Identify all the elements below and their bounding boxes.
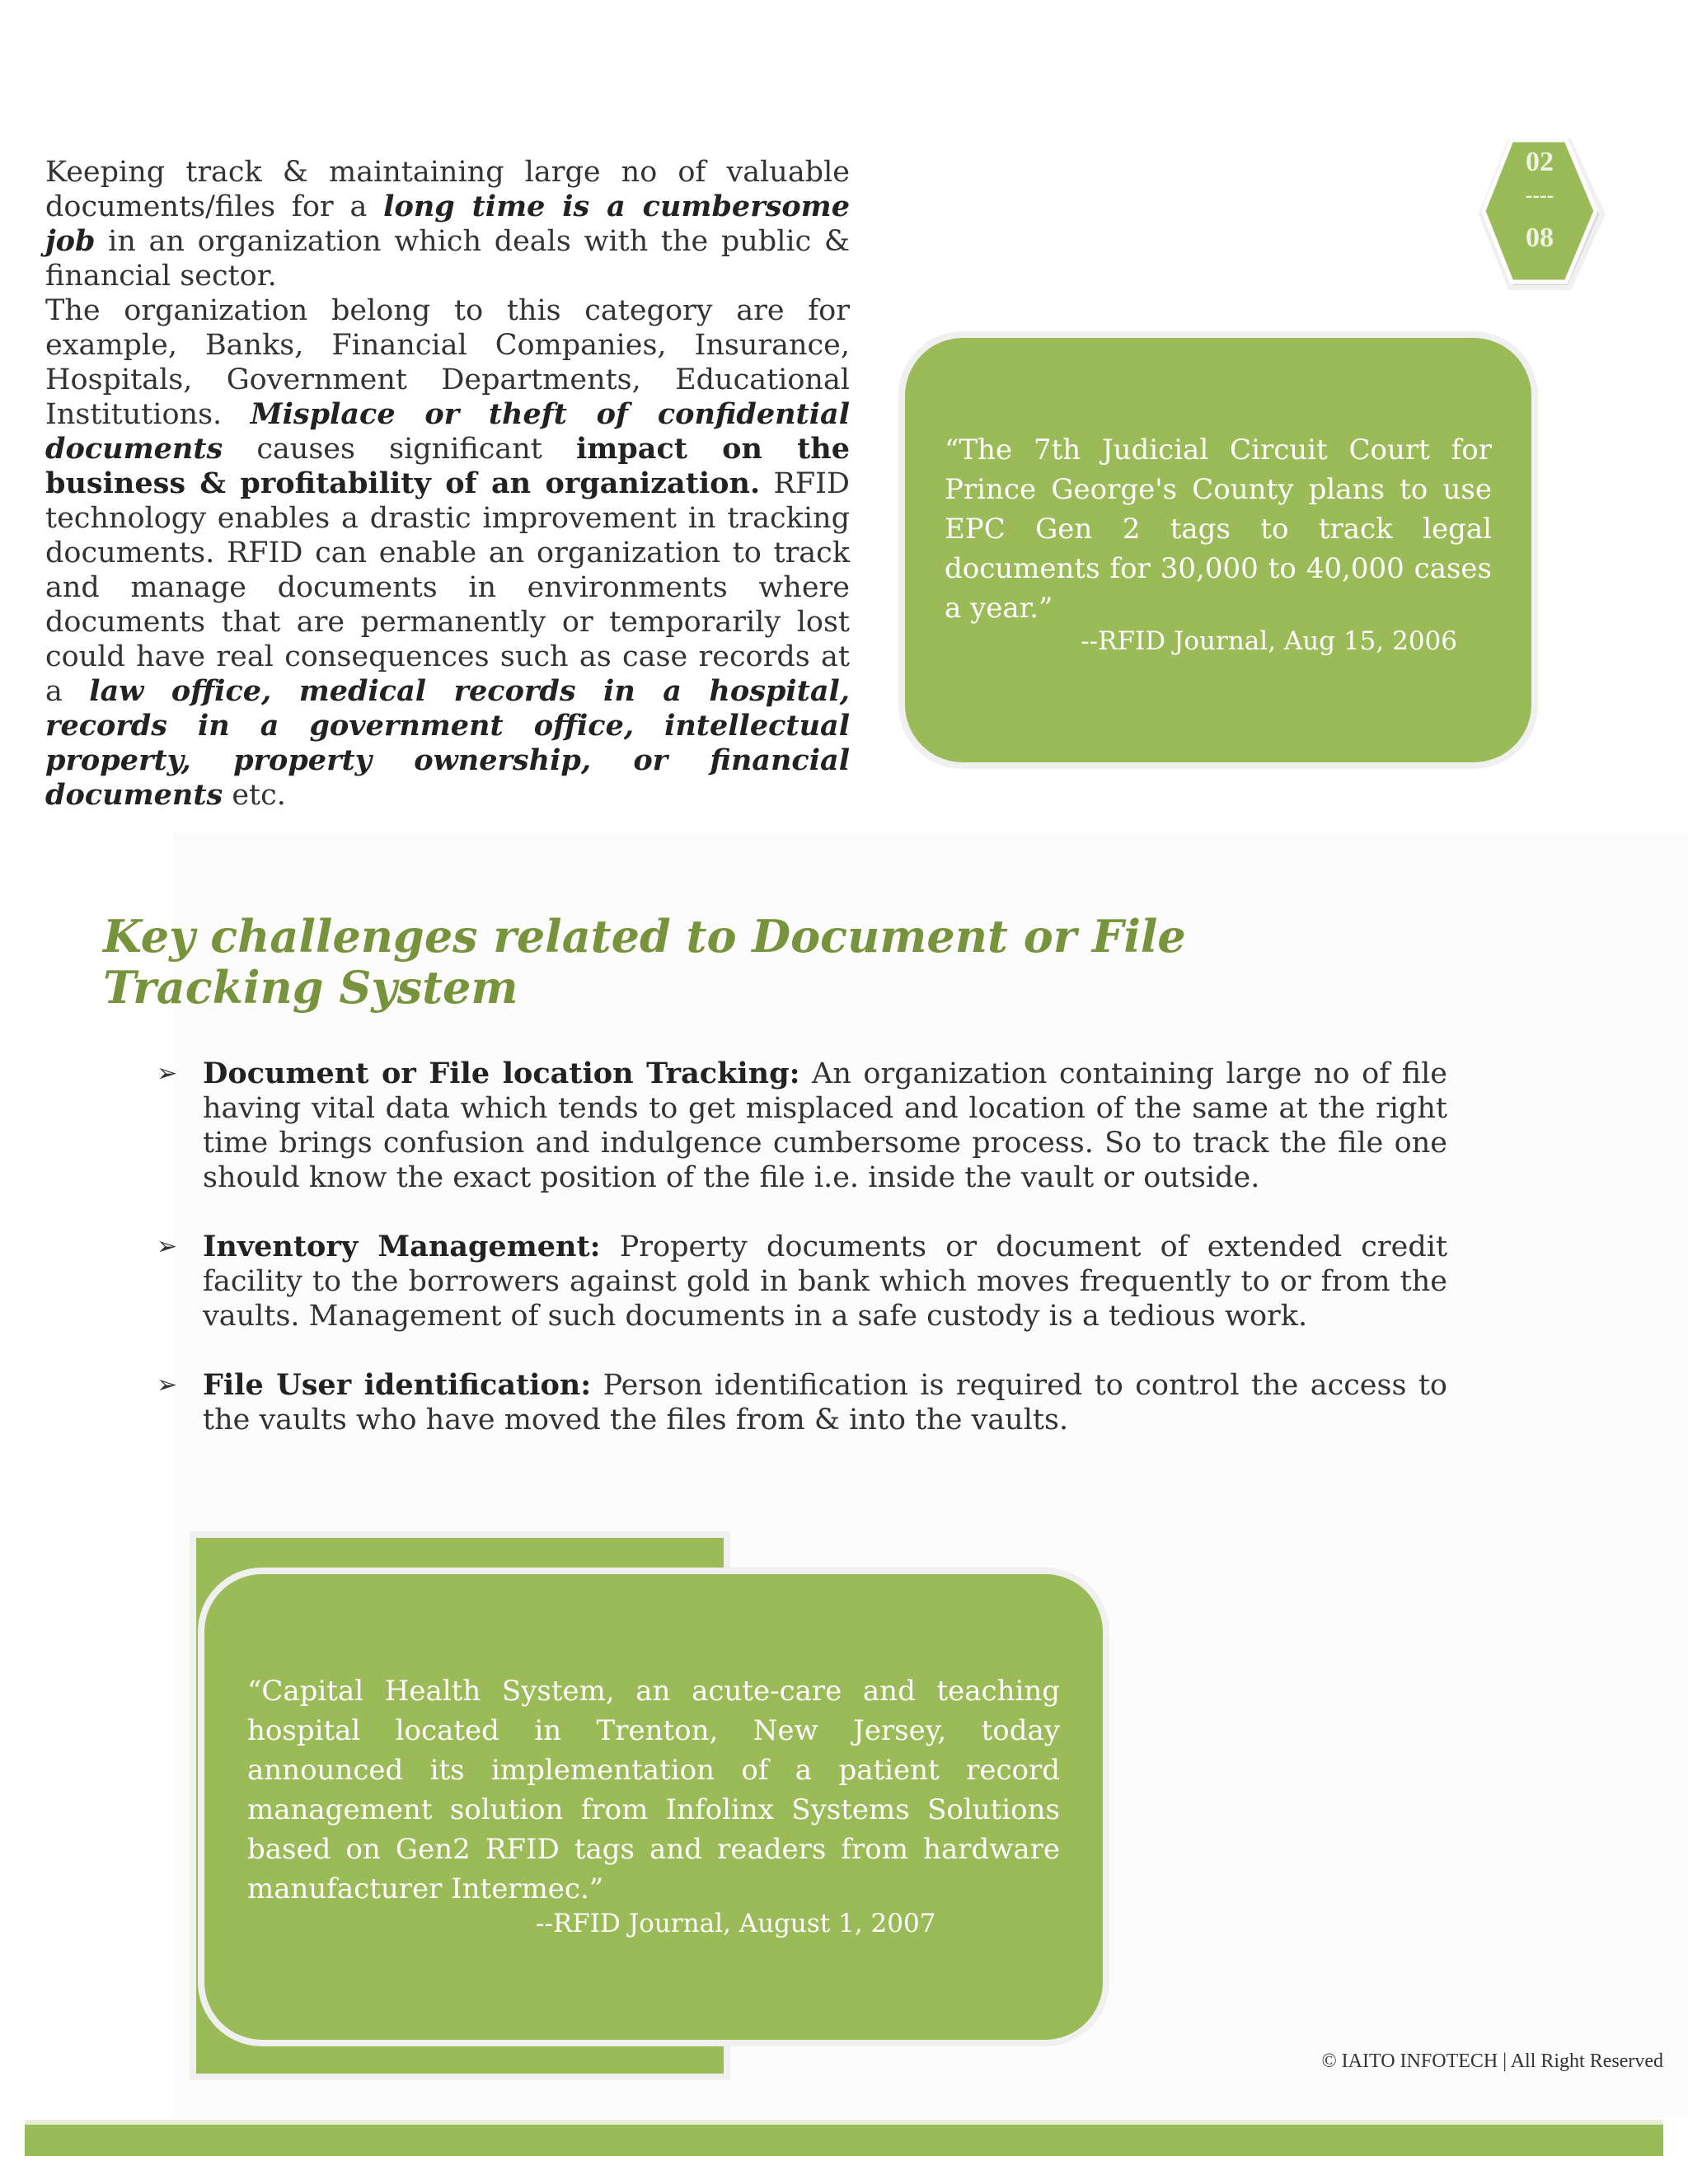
challenge-item-location-tracking [157, 1057, 1447, 1195]
intro-emphasis-impact: impact on the business & profitability of an organization. [45, 432, 850, 500]
intro-emphasis-misplace: Misplace or theft of confidential documents [45, 397, 850, 466]
intro-text [45, 155, 850, 813]
challenges-list [157, 1057, 1447, 1472]
page-number-badge [1475, 132, 1615, 297]
quote-box-court [905, 338, 1531, 762]
page-current: 02 [1526, 147, 1554, 177]
copyright-notice: © IAITO INFOTECH | All Right Reserved [1321, 2050, 1663, 2072]
arrow-bullet-icon: ➢ [157, 1371, 178, 1399]
challenge-label: Inventory Management: [203, 1230, 601, 1263]
footer-bar [25, 2120, 1663, 2156]
intro-paragraph-2: The organization belong to this category are for example, Banks, Financial Companies, Insurance, Hospitals, Government Departments, Educational Institutions. Misplace or theft of confidential documents causes significant impact on the business & profitability of an organization. RFID technology enables a drastic improvement in tracking documents. RFID can enable an organization to track and manage documents in environments where documents that are permanently or temporarily lost could have real consequences such as case records at a law office, medical records in a hospital, records in a government office, intellectual property, property ownership, or financial documents etc. [45, 294, 850, 812]
quote-box-hospital [204, 1574, 1103, 2040]
quote-hospital-citation: --RFID Journal, August 1, 2007 [536, 1909, 936, 1938]
intro-paragraph-1: Keeping track & maintaining large no of valuable documents/files for a long time is a cumbersome job in an organization which deals with the public & financial sector. [45, 156, 850, 293]
challenge-text: Property documents or document of extended credit facility to the borrowers against gold in bank which moves frequently to or from the vaults. Management of such documents in a safe custody is a tedious work. [203, 1230, 1448, 1333]
challenge-label: Document or File location Tracking: [203, 1057, 800, 1090]
quote-court-citation: --RFID Journal, Aug 15, 2006 [1081, 626, 1457, 656]
challenge-text: An organization containing large no of file having vital data which tends to get misplaced and location of the same at the right time brings confusion and indulgence cumbersome process. So to track the file one should know the exact position of the file i.e. inside the vault or outside. [203, 1057, 1447, 1194]
challenge-label: File User identification: [203, 1368, 592, 1402]
challenge-item-user-identification [157, 1368, 1447, 1437]
intro-emphasis-cumbersome: long time is a cumbersome job [45, 190, 850, 258]
quote-court-text: “The 7th Judicial Circuit Court for Prince George's County plans to use EPC Gen 2 tags to track legal documents for 30,000 to 40,000 cases a year.” [945, 434, 1492, 625]
section-title: Key challenges related to Document or File Tracking System [103, 910, 1186, 1014]
arrow-bullet-icon: ➢ [157, 1232, 178, 1261]
quote-hospital-text: “Capital Health System, an acute-care and teaching hospital located in Trenton, New Jersey, today announced its implementation of a patient record management solution from Infolinx Systems Solutions based on Gen2 RFID tags and readers from hardware manufacturer Intermec.” [247, 1675, 1060, 1905]
challenge-text: Person identification is required to control the access to the vaults who have moved the files from & into the vaults. [203, 1369, 1447, 1436]
page-separator: ---- [1525, 183, 1554, 207]
page-total: 08 [1526, 223, 1554, 253]
arrow-bullet-icon: ➢ [157, 1059, 178, 1088]
intro-emphasis-records: law office, medical records in a hospital, records in a government office, intellectual property, property ownership, or financial documents [45, 674, 850, 812]
challenge-item-inventory [157, 1230, 1447, 1333]
